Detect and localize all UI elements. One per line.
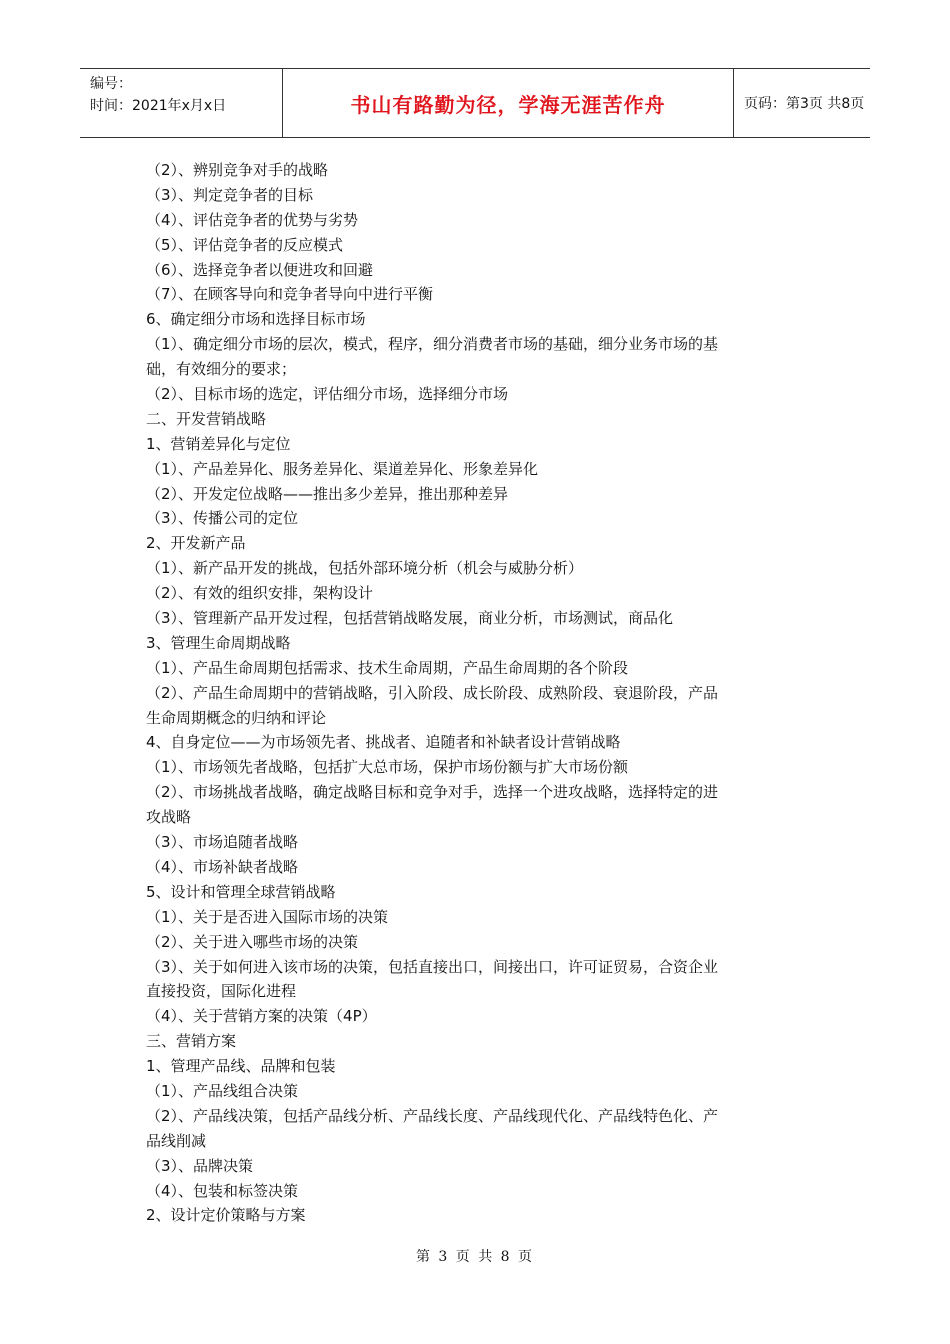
text-line: 4、自身定位——为市场领先者、挑战者、追随者和补缺者设计营销战略 [146, 733, 621, 752]
text-line: （1）、关于是否进入国际市场的决策 [146, 907, 389, 926]
text-line: （1）、产品线组合决策 [146, 1081, 299, 1100]
page-footer: 第 3 页 共 8 页 [415, 1249, 535, 1265]
text-line: （2）、有效的组织安排，架构设计 [146, 584, 374, 603]
text-line: 2、设计定价策略与方案 [146, 1206, 306, 1225]
document-date-label: 时间：2021年x月x日 [90, 98, 227, 114]
text-line: 二、开发营销战略 [146, 409, 267, 428]
text-line: （4）、评估竞争者的优势与劣势 [146, 210, 359, 229]
text-line: 三、营销方案 [146, 1032, 237, 1051]
header-motto: 书山有路勤为径，学海无涯苦作舟 [282, 69, 734, 137]
text-line: （4）、包装和标签决策 [146, 1181, 299, 1200]
text-line: （3）、传播公司的定位 [146, 509, 299, 528]
text-line: 1、管理产品线、品牌和包装 [146, 1057, 336, 1076]
text-line: （7）、在顾客导向和竞争者导向中进行平衡 [146, 285, 434, 304]
text-line: （1）、市场领先者战略，包括扩大总市场，保护市场份额与扩大市场份额 [146, 758, 629, 777]
text-line: （1）、新产品开发的挑战，包括外部环境分析（机会与威胁分析） [146, 559, 584, 578]
text-line: （1）、确定细分市场的层次，模式，程序，细分消费者市场的基础，细分业务市场的基 [146, 335, 719, 354]
text-line: 础，有效细分的要求； [146, 360, 297, 379]
text-line: （2）、关于进入哪些市场的决策 [146, 932, 359, 951]
text-line: 2、开发新产品 [146, 534, 246, 553]
text-line: （3）、判定竞争者的目标 [146, 185, 314, 204]
text-line: （3）、关于如何进入该市场的决策，包括直接出口，间接出口，许可证贸易，合资企业 [146, 957, 719, 976]
page-header [80, 68, 870, 138]
text-line: 直接投资，国际化进程 [146, 982, 297, 1001]
text-line: （3）、市场追随者战略 [146, 833, 299, 852]
header-page-number: 页码：第3页 共8页 [744, 96, 865, 112]
text-line: （1）、产品生命周期包括需求、技术生命周期，产品生命周期的各个阶段 [146, 658, 629, 677]
text-line: 1、营销差异化与定位 [146, 434, 291, 453]
text-line: （1）、产品差异化、服务差异化、渠道差异化、形象差异化 [146, 459, 539, 478]
text-line: （4）、市场补缺者战略 [146, 857, 299, 876]
text-line: 品线削减 [146, 1131, 207, 1150]
text-line: 6、确定细分市场和选择目标市场 [146, 310, 366, 329]
text-line: （2）、开发定位战略——推出多少差异，推出那种差异 [146, 484, 509, 503]
text-line: （2）、目标市场的选定，评估细分市场，选择细分市场 [146, 385, 509, 404]
text-line: （2）、市场挑战者战略，确定战略目标和竞争对手，选择一个进攻战略，选择特定的进 [146, 783, 719, 802]
document-body [146, 158, 811, 1228]
text-line: （5）、评估竞争者的反应模式 [146, 235, 344, 254]
text-line: 3、管理生命周期战略 [146, 633, 291, 652]
header-meta [80, 69, 282, 137]
text-line: （2）、产品生命周期中的营销战略，引入阶段、成长阶段、成熟阶段、衰退阶段，产品 [146, 683, 719, 702]
text-line: （4）、关于营销方案的决策（4P） [146, 1007, 377, 1026]
text-line: （2）、产品线决策，包括产品线分析、产品线长度、产品线现代化、产品线特色化、产 [146, 1106, 719, 1125]
text-line: （3）、品牌决策 [146, 1156, 254, 1175]
document-number-label: 编号： [90, 76, 132, 92]
text-line: 攻战略 [146, 808, 192, 827]
text-line: （6）、选择竞争者以便进攻和回避 [146, 260, 374, 279]
text-line: 生命周期概念的归纳和评论 [146, 708, 327, 727]
text-line: 5、设计和管理全球营销战略 [146, 882, 336, 901]
text-line: （3）、管理新产品开发过程，包括营销战略发展，商业分析，市场测试，商品化 [146, 609, 674, 628]
text-line: （2）、辨别竞争对手的战略 [146, 161, 329, 179]
